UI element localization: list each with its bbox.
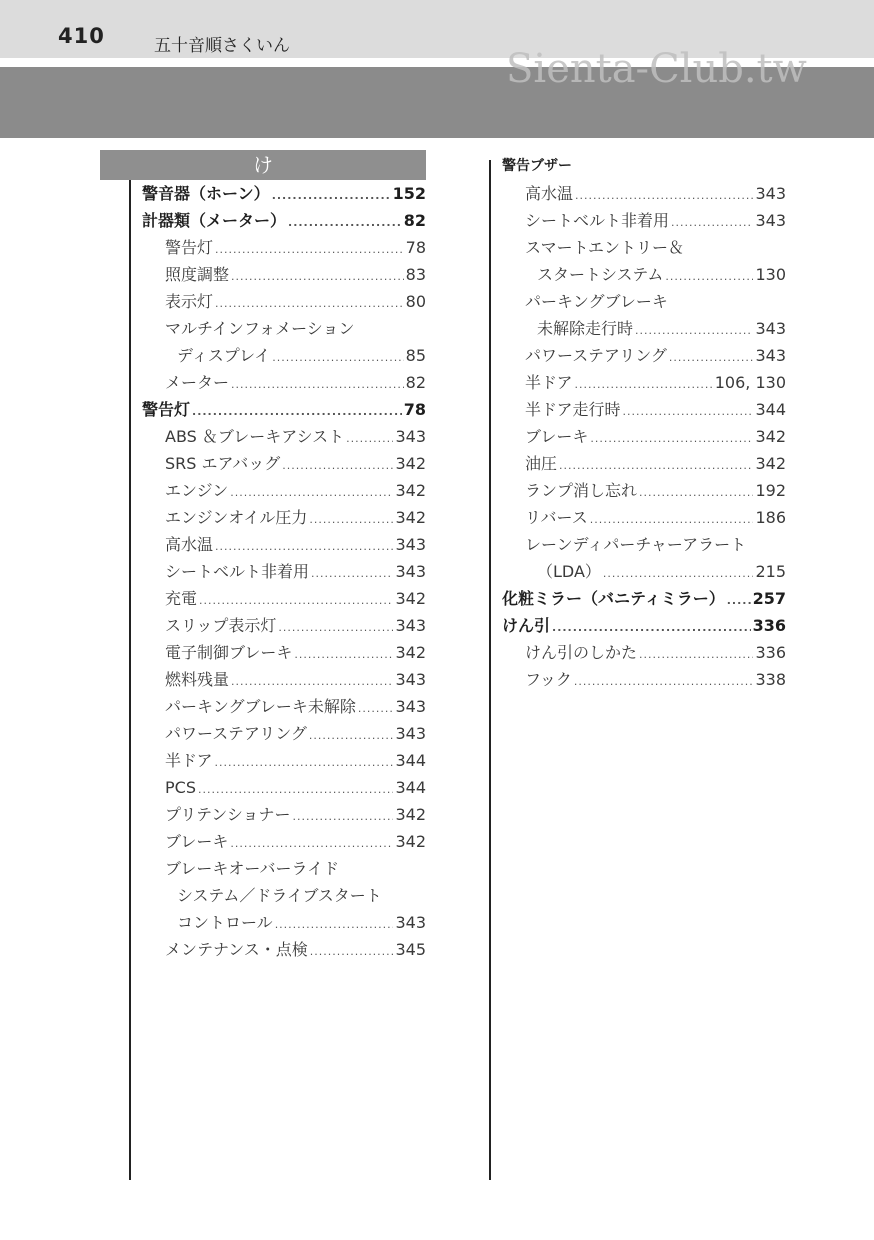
index-page-ref: 343 <box>755 184 786 203</box>
index-term: 高水温 <box>165 535 214 554</box>
index-page-ref: 343 <box>395 535 426 554</box>
index-page-ref: 345 <box>395 940 426 959</box>
index-entry <box>142 207 426 234</box>
index-entry <box>142 774 426 801</box>
index-term: マルチインフォメーション <box>165 319 355 338</box>
leader-dots <box>559 452 753 479</box>
index-term: 表示灯 <box>165 292 214 311</box>
leader-dots <box>275 911 394 938</box>
index-term: フック <box>525 670 572 689</box>
index-entry <box>502 207 786 234</box>
index-entry <box>142 855 426 882</box>
index-page-ref: 78 <box>405 238 426 257</box>
right-column-rule <box>489 160 491 1180</box>
leader-dots <box>311 560 393 587</box>
index-entry <box>502 261 786 288</box>
index-entry <box>142 693 426 720</box>
leader-dots <box>552 614 751 641</box>
index-entry <box>142 423 426 450</box>
index-entry <box>142 720 426 747</box>
index-page-ref: 82 <box>403 211 426 230</box>
index-entry <box>142 477 426 504</box>
index-page-ref: 338 <box>755 670 786 689</box>
leader-dots <box>574 668 754 695</box>
leader-dots <box>639 641 753 668</box>
leader-dots <box>231 263 404 290</box>
section-title: 五十音順さくいん <box>154 36 290 56</box>
index-entry <box>502 666 786 693</box>
index-term: システム／ドライブスタート <box>177 886 382 905</box>
index-entry <box>142 558 426 585</box>
index-entry <box>502 558 786 585</box>
index-term: コントロール <box>177 913 273 932</box>
index-entry <box>502 369 786 396</box>
index-term: 高水温 <box>525 184 574 203</box>
index-entry <box>142 288 426 315</box>
index-entry <box>502 477 786 504</box>
index-entry <box>142 666 426 693</box>
index-page-ref: 342 <box>755 427 786 446</box>
leader-dots <box>272 182 391 209</box>
index-entry <box>142 585 426 612</box>
index-term: パワーステアリング <box>525 346 667 365</box>
index-entry <box>502 396 786 423</box>
index-page-ref: 215 <box>755 562 786 581</box>
index-page-ref: 106, 130 <box>714 373 786 392</box>
index-term: スタートシステム <box>537 265 664 284</box>
index-term: スマートエントリー＆ <box>525 238 685 257</box>
leader-dots <box>346 425 393 452</box>
index-term: 半ドア走行時 <box>525 400 621 419</box>
leader-dots <box>293 803 394 830</box>
index-entry <box>142 450 426 477</box>
leader-dots <box>215 236 404 263</box>
leader-dots <box>294 641 393 668</box>
index-page-ref: 343 <box>755 211 786 230</box>
leader-dots <box>671 209 753 236</box>
index-entry <box>502 342 786 369</box>
index-entry <box>142 234 426 261</box>
index-page-ref: 343 <box>395 427 426 446</box>
index-page-ref: 342 <box>395 508 426 527</box>
leader-dots <box>192 398 402 425</box>
index-entry <box>142 909 426 936</box>
leader-dots <box>231 371 404 398</box>
index-page-ref: 342 <box>395 643 426 662</box>
index-term: 照度調整 <box>165 265 230 284</box>
leader-dots <box>215 533 393 560</box>
index-page-ref: 343 <box>395 913 426 932</box>
leader-dots <box>309 722 394 749</box>
index-entry <box>142 315 426 342</box>
index-page-ref: 342 <box>395 589 426 608</box>
index-term: 電子制御ブレーキ <box>165 643 293 662</box>
index-term: 油圧 <box>525 454 558 473</box>
index-page-ref: 343 <box>395 670 426 689</box>
index-page-ref: 343 <box>395 697 426 716</box>
index-page-ref: 85 <box>405 346 426 365</box>
index-entry <box>502 531 786 558</box>
index-entry <box>502 288 786 315</box>
index-term: 未解除走行時 <box>537 319 634 338</box>
index-entry <box>142 612 426 639</box>
index-page-ref: 130 <box>755 265 786 284</box>
leader-dots <box>230 830 393 857</box>
index-page-ref: 343 <box>755 346 786 365</box>
leader-dots <box>199 587 393 614</box>
leader-dots <box>309 506 393 533</box>
leader-dots <box>288 209 402 236</box>
index-page-ref: 80 <box>405 292 426 311</box>
index-page-ref: 344 <box>395 778 426 797</box>
index-term: ディスプレイ <box>177 346 271 365</box>
index-entry <box>142 180 426 207</box>
index-entry <box>142 504 426 531</box>
index-term: 半ドア <box>165 751 213 770</box>
index-term: パワーステアリング <box>165 724 307 743</box>
index-page-ref: 342 <box>755 454 786 473</box>
index-page-ref: 343 <box>395 562 426 581</box>
index-term: ブレーキ <box>165 832 229 851</box>
index-page-ref: 78 <box>403 400 426 419</box>
index-term: 充電 <box>165 589 198 608</box>
index-page-ref: 344 <box>395 751 426 770</box>
index-term: けん引 <box>502 616 551 635</box>
index-entry <box>142 801 426 828</box>
index-page-ref: 343 <box>755 319 786 338</box>
index-page-ref: 343 <box>395 724 426 743</box>
index-entry <box>142 342 426 369</box>
index-page-ref: 343 <box>395 616 426 635</box>
index-term: スリップ表示灯 <box>165 616 277 635</box>
index-page-ref: 257 <box>752 589 786 608</box>
index-term: エンジンオイル圧力 <box>165 508 308 527</box>
index-term: パーキングブレーキ <box>525 292 668 311</box>
index-term: ランプ消し忘れ <box>525 481 638 500</box>
leader-dots <box>272 344 403 371</box>
index-entry <box>502 504 786 531</box>
leader-dots <box>639 479 753 506</box>
left-column-rule <box>129 180 131 1180</box>
index-term: エンジン <box>165 481 229 500</box>
index-entry <box>142 531 426 558</box>
leader-dots <box>575 371 713 398</box>
leader-dots <box>590 506 754 533</box>
index-term: けん引のしかた <box>525 643 638 662</box>
index-term: 警告ブザー <box>502 158 572 174</box>
index-term: 計器類（メーター） <box>142 211 287 230</box>
leader-dots <box>665 263 753 290</box>
leader-dots <box>727 587 751 614</box>
index-term: ブレーキオーバーライド <box>165 859 340 878</box>
index-page-ref: 192 <box>755 481 786 500</box>
index-entry <box>142 369 426 396</box>
index-page-ref: 342 <box>395 832 426 851</box>
index-page-ref: 336 <box>755 643 786 662</box>
index-letter-heading: け <box>100 150 426 180</box>
index-page-ref: 342 <box>395 481 426 500</box>
index-entry <box>142 936 426 963</box>
index-page-ref: 82 <box>405 373 426 392</box>
index-page-ref: 342 <box>395 805 426 824</box>
index-entry <box>502 423 786 450</box>
index-entry <box>502 180 786 207</box>
leader-dots <box>669 344 754 371</box>
index-entry <box>502 450 786 477</box>
leader-dots <box>198 776 393 803</box>
index-entry <box>502 153 786 180</box>
index-term: ABS ＆ブレーキアシスト <box>165 427 345 446</box>
index-term: ブレーキ <box>525 427 589 446</box>
index-term: シートベルト非着用 <box>165 562 310 581</box>
index-entry <box>502 585 786 612</box>
leader-dots <box>230 479 393 506</box>
index-term: パーキングブレーキ未解除 <box>165 697 356 716</box>
index-term: 警音器（ホーン） <box>142 184 270 203</box>
index-term: （LDA） <box>537 562 601 581</box>
index-term: リバース <box>525 508 588 527</box>
index-entry <box>142 261 426 288</box>
index-entry <box>502 639 786 666</box>
leader-dots <box>358 695 394 722</box>
leader-dots <box>282 452 393 479</box>
index-term: メンテナンス・点検 <box>165 940 308 959</box>
index-page-ref: 152 <box>392 184 426 203</box>
index-page-ref: 336 <box>752 616 786 635</box>
index-entry <box>142 639 426 666</box>
index-term: 警告灯 <box>142 400 191 419</box>
leader-dots <box>215 749 394 776</box>
index-entry <box>502 315 786 342</box>
watermark: Sienta-Club.tw <box>506 46 807 92</box>
index-entry <box>142 396 426 423</box>
index-entry <box>142 828 426 855</box>
index-term: レーンディパーチャーアラート <box>525 535 747 554</box>
index-entry <box>142 747 426 774</box>
index-term: 化粧ミラー（バニティミラー） <box>502 589 725 608</box>
index-page-ref: 83 <box>405 265 426 284</box>
leader-dots <box>310 938 394 965</box>
index-column-left <box>142 180 426 963</box>
index-term: 燃料残量 <box>165 670 230 689</box>
leader-dots <box>231 668 393 695</box>
index-entry <box>502 234 786 261</box>
index-page-ref: 344 <box>755 400 786 419</box>
index-column-right <box>502 153 786 693</box>
leader-dots <box>635 317 753 344</box>
index-entry <box>142 882 426 909</box>
index-page-ref: 186 <box>755 508 786 527</box>
index-term: 半ドア <box>525 373 573 392</box>
leader-dots <box>623 398 754 425</box>
page-number: 410 <box>58 24 105 48</box>
index-term: シートベルト非着用 <box>525 211 670 230</box>
index-entry <box>502 612 786 639</box>
index-page-ref: 342 <box>395 454 426 473</box>
leader-dots <box>590 425 753 452</box>
leader-dots <box>215 290 404 317</box>
index-term: SRS エアバッグ <box>165 454 281 473</box>
index-term: PCS <box>165 778 196 797</box>
index-term: メーター <box>165 373 230 392</box>
leader-dots <box>575 182 753 209</box>
leader-dots <box>603 560 754 587</box>
index-term: プリテンショナー <box>165 805 291 824</box>
index-term: 警告灯 <box>165 238 214 257</box>
leader-dots <box>278 614 393 641</box>
